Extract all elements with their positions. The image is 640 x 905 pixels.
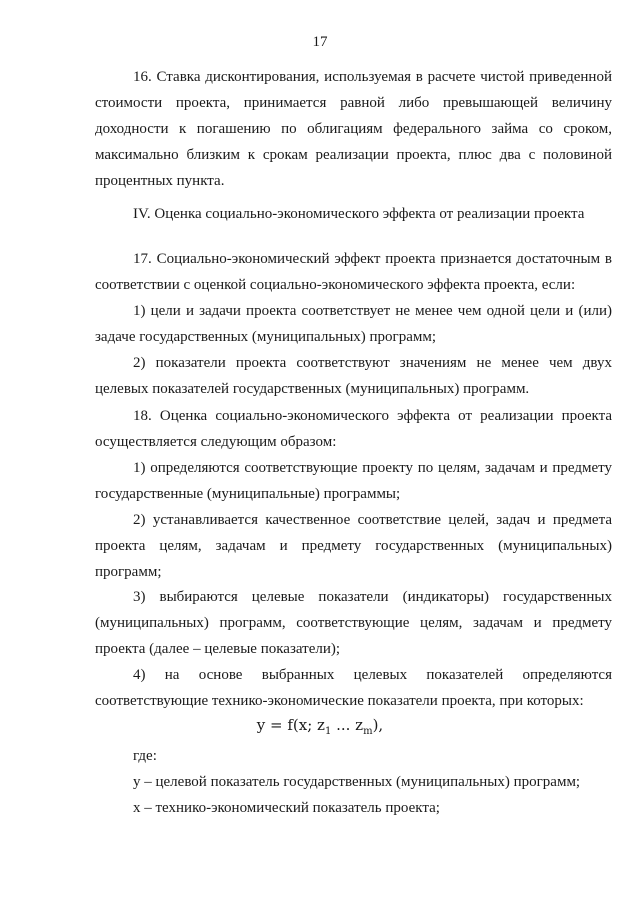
paragraph-17: 17. Социально-экономический эффект проекта признается достаточным в соответствии с оценкой социально-экономического эффекта проекта, если: xyxy=(95,251,612,293)
section-heading: IV. Оценка социально-экономического эффекта от реализации проекта xyxy=(133,206,585,222)
paragraph-18-item-2: 2) устанавливается качественное соответствие целей, задач и предмета проекта целям, задачам и предмету государственных (муниципальных) программ; xyxy=(95,512,612,580)
formula xyxy=(0,716,640,737)
paragraph-18-item-1: 1) определяются соответствующие проекту по целям, задачам и предмету государственные (муниципальные) программы; xyxy=(95,460,612,502)
paragraph-18-item-3: 3) выбираются целевые показатели (индикаторы) государственных (муниципальных) программ, соответствующие целям, задачам и предмету проекта (далее – целевые показатели); xyxy=(95,589,612,657)
formula-sub-m: m xyxy=(363,726,373,737)
paragraph-16: 16. Ставка дисконтирования, используемая в расчете чистой приведенной стоимости проекта, принимается равной либо превышающей величину доходности к погашению по облигациям федерального займа со сроком, максимально близким к срокам реализации проекта, плюс два с половиной процентных пункта. xyxy=(95,69,612,189)
formula-lhs: y = f(x; z xyxy=(256,716,325,734)
formula-sub-1: 1 xyxy=(324,726,332,737)
paragraph-17-item-2: 2) показатели проекта соответствуют значениям не менее чем двух целевых показателей государственных (муниципальных) программ. xyxy=(95,355,612,397)
where-label: где: xyxy=(133,748,157,764)
paragraph-18: 18. Оценка социально-экономического эффекта от реализации проекта осуществляется следующим образом: xyxy=(95,408,612,450)
definition-y: y – целевой показатель государственных (муниципальных) программ; xyxy=(133,774,581,790)
formula-mid: ... z xyxy=(331,716,364,734)
definition-x: x – технико-экономический показатель проекта; xyxy=(133,800,440,816)
paragraph-18-item-4: 4) на основе выбранных целевых показателей определяются соответствующие технико-экономические показатели проекта, при которых: xyxy=(95,667,612,709)
paragraph-17-item-1: 1) цели и задачи проекта соответствует не менее чем одной цели и (или) задаче государственных (муниципальных) программ; xyxy=(95,303,612,345)
page-number: 17 xyxy=(312,34,328,50)
formula-rhs: ), xyxy=(372,716,384,734)
